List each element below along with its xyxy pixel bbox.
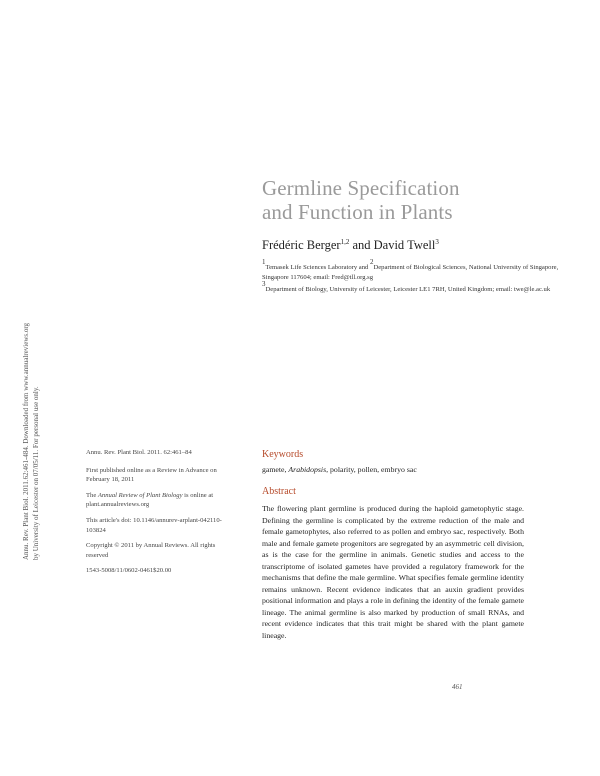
- journal-online-note: [86, 491, 236, 510]
- download-notice-line1: Annu. Rev. Plant Biol. 2011.62:461-484. Downloaded from www.annualreviews.org: [22, 322, 30, 560]
- publication-info-sidebar: [86, 448, 236, 582]
- keyword-italic: Arabidopsis: [288, 465, 327, 474]
- copyright: Copyright © 2011 by Annual Reviews. All rights reserved: [86, 542, 216, 559]
- author-list: [262, 238, 439, 253]
- doi: This article's doi: 10.1146/annurev-arplant-042110-103824: [86, 516, 222, 534]
- keywords-pre: gamete,: [262, 465, 289, 474]
- abstract-heading: Abstract: [262, 486, 296, 497]
- title-line-1: Germline Specification: [262, 176, 460, 200]
- affil-marker: 1: [262, 258, 266, 266]
- abstract-text: The flowering plant germline is produced during the haploid gametophytic stage. Defining the germline is complicated by the extreme reduction of the male and female gametophytes, also referred to as pollen and embryo sac, respectively. Both male and female gamete progenitors are segregated by an asymmetric cell division, as is the case for the germline in animals. Genetic studies and access to the transcriptome of isolated gametes have provided a regulatory framework for the mechanisms that define the male germline. What specifies female germline identity remains unknown. Recent evidence indicates that an auxin gradient provides positional information and plays a role in defining the identity of the female gamete lineage. The animal germline is also marked by production of small RNAs, and recent evidence indicates that this trait might be shared with the plant gamete lineage.: [262, 504, 524, 640]
- journal-name: Annual Review of Plant Biology: [97, 491, 183, 499]
- download-notice-line2: by University of Leicester on 07/05/11. For personal use only.: [31, 386, 40, 560]
- journal-post: is online at plant.annualreviews.org: [86, 491, 214, 509]
- author-affil-marker: 3: [435, 238, 439, 246]
- keywords-post: , polarity, pollen, embryo sac: [326, 465, 417, 474]
- affiliation: [262, 280, 562, 295]
- author-connector: and: [349, 238, 374, 252]
- affil-text: Department of Biological Sciences, National University of Singapore, Singapore 117604; email: Fred@tll.org.sg: [262, 264, 559, 281]
- download-notice: [22, 240, 41, 560]
- author-name: Frédéric Berger: [262, 238, 341, 252]
- keywords-heading: Keywords: [262, 449, 304, 460]
- affiliation: [262, 258, 562, 282]
- keywords-list: [262, 465, 417, 474]
- affil-text: Temasek Life Sciences Laboratory and: [265, 264, 370, 271]
- citation: Annu. Rev. Plant Biol. 2011. 62:461–84: [86, 449, 192, 456]
- author-name: David Twell: [373, 238, 436, 252]
- issn: 1543-5008/11/0602-0461$20.00: [86, 567, 172, 575]
- article-title: [262, 176, 582, 224]
- affil-text: Department of Biology, University of Leicester, Leicester LE1 7RH, United Kingdom; email: twe@le.ac.uk: [265, 286, 551, 293]
- affil-marker: 3: [262, 280, 266, 288]
- journal-pre: The: [86, 491, 98, 499]
- author-affil-marker: 1,2: [340, 238, 350, 246]
- affil-marker: 2: [369, 258, 374, 266]
- first-published: First published online as a Review in Advance on February 18, 2011: [86, 466, 217, 484]
- page-number: 461: [452, 683, 463, 691]
- title-line-2: and Function in Plants: [262, 200, 453, 224]
